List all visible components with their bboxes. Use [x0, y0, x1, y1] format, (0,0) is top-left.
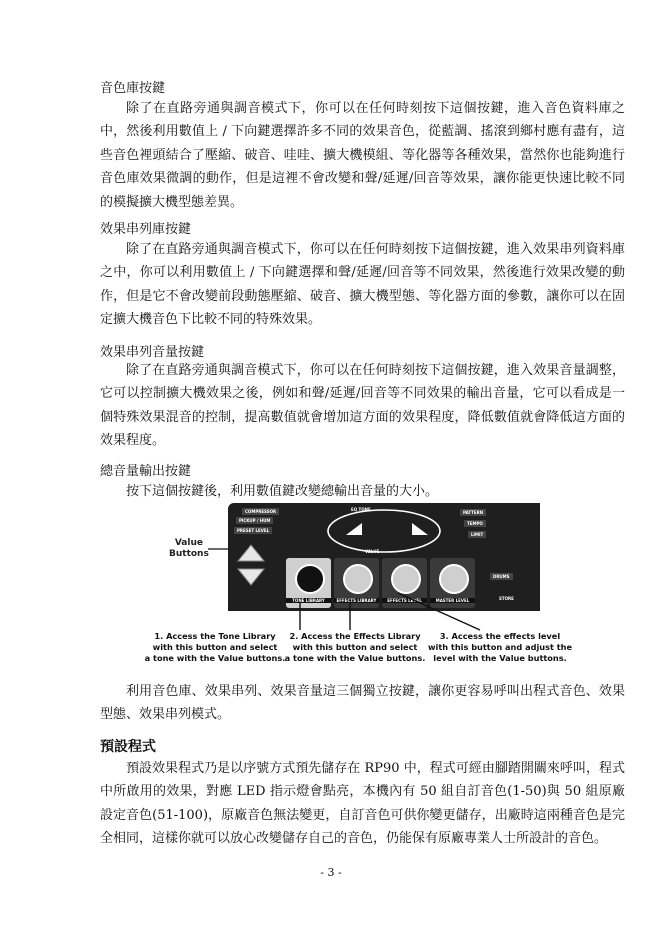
master-level-label: MASTER LEVEL	[430, 598, 475, 603]
presets-heading: 預設程式	[100, 739, 156, 755]
section-body-effects-library: 除了在直路旁通與調音模式下，你可以在任何時刻按下這個按鍵，進入效果串列資料庫之中，你可以利用數值上 / 下向鍵選擇和聲/延遲/回音等不同效果，然後進行效果改變的動作，但是它不會改變前段動態壓縮、破音、擴大機型態、等化器方面的參數，讓你可以在固定擴大機音色下比較不同的特殊效果。	[100, 242, 625, 328]
section-body-master-level: 按下這個按鍵後，利用數值鍵改變總輸出音量的大小。	[126, 484, 439, 499]
section-heading-tone-library: 音色庫按鍵	[100, 81, 166, 96]
section-heading-effects-library: 效果串列庫按鍵	[100, 222, 192, 237]
tone-library-label: TONE LIBRARY	[286, 598, 331, 603]
panel-label: TEMPO	[464, 520, 486, 527]
panel-label: PATTERN	[460, 509, 486, 516]
panel-label: COMPRESSOR	[242, 508, 279, 515]
caption-effects-level: 3. Access the effects level with this button and adjust the level with the Value buttons.	[427, 631, 573, 663]
section-heading-master-level: 總音量輸出按鍵	[100, 464, 192, 479]
effects-level-label: EFFECTS LEVEL	[382, 598, 427, 603]
section-body-effects-level: 除了在直路旁通與調音模式下，你可以在任何時刻按下這個按鍵，進入效果音量調整，它可以控制擴大機效果之後，例如和聲/延遲/回音等不同效果的輸出音量，它可以看成是一個特殊效果混音的控制，提高數值就會增加這方面的效果程度，降低數值就會降低這方面的效果程度。	[100, 363, 625, 449]
panel-label: DRUMS	[490, 573, 513, 580]
caption-tone-library: 1. Access the Tone Library with this button and select a tone with the Value buttons.	[144, 631, 286, 663]
value-buttons-label: Value Buttons	[169, 538, 209, 559]
panel-label: PRESET LEVEL	[234, 527, 272, 534]
page-number: - 3 -	[320, 866, 342, 879]
panel-figure	[140, 503, 573, 681]
panel-label: EQ TONE	[351, 507, 371, 512]
panel-label: STORE	[499, 596, 514, 601]
section-body-tone-library: 除了在直路旁通與調音模式下，你可以在任何時刻按下這個按鍵，進入音色資料庫之中，然後利用數值上 / 下向鍵選擇許多不同的效果音色，從藍調、搖滾到鄉村應有盡有，這些音色裡頭結合了壓縮、破音、哇哇、擴大機模組、等化器等各種效果，當然你也能夠進行音色庫效果微調的動作，但是這裡不會改變和聲/延遲/回音等效果，讓你能更快速比較不同的模擬擴大機型態差異。	[100, 101, 625, 210]
panel-label: LIMIT	[468, 531, 486, 538]
caption-effects-library: 2. Access the Effects Library with this button and select a tone with the Value buttons.	[284, 631, 426, 663]
panel-label: PICKUP / HUM	[236, 517, 273, 524]
section-heading-effects-level: 效果串列音量按鍵	[100, 345, 205, 360]
presets-body: 預設效果程式乃是以序號方式預先儲存在 RP90 中，程式可經由腳踏開關來呼叫，程式中所啟用的效果，對應 LED 指示燈會點亮，本機內有 50 組自訂音色(1-50)與 50 組原廠設定音色(51-100)，原廠音色無法變更，自訂音色可供你變更儲存，出廠時這兩種音色是完全相同，這樣你就可以放心改變儲存自己的音色，仍能保有原廠專業人士所設計的音色。	[100, 761, 625, 847]
panel-label: VALUE	[365, 549, 380, 554]
effects-library-label: EFFECTS LIBRARY	[334, 598, 379, 603]
after-figure-paragraph: 利用音色庫、效果串列、效果音量這三個獨立按鍵，讓你更容易呼叫出程式音色、效果型態、效果串列模式。	[100, 684, 625, 723]
